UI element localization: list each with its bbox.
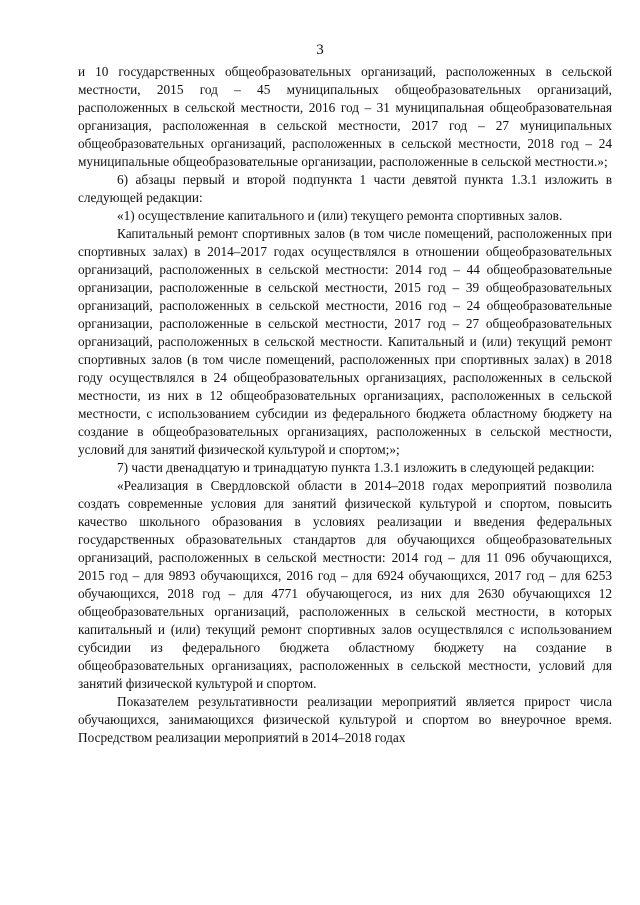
paragraph: Показателем результативности реализации мероприятий является прирост числа обучающихся, занимающихся физической культурой и спортом во внеурочное время. Посредством реализации мероприятий в 2014–2018 годах <box>78 694 612 745</box>
paragraph: 7) части двенадцатую и тринадцатую пункта 1.3.1 изложить в следующей редакции: <box>117 460 595 475</box>
page-number: 3 <box>316 42 324 58</box>
paragraph: «Реализация в Свердловской области в 2014–2018 годах мероприятий позволила создать современные условия для занятий физической культурой и спортом, повысить качество школьного образования в условиях реализации и введения федеральных государственных образовательных стандартов для обучающихся общеобразовательных организаций, расположенных в сельской местности: 2014 год – для 11 096 обучающихся, 2015 год – для 9893 обучающихся, 2016 год – для 6924 обучающихся, 2017 год – для 6253 обучающихся, 2018 год – для 4771 обучающегося, из них для 2630 обучающихся 12 общеобразовательных организаций, расположенных в сельской местности, в которых капитальный и (или) текущий ремонт спортивных залов осуществлялся с использованием субсидии из федерального бюджета областному бюджету на создание в общеобразовательных организациях, расположенных в сельской местности, условий для занятий физической культурой и спортом. <box>78 478 612 691</box>
paragraph: 6) абзацы первый и второй подпункта 1 части девятой пункта 1.3.1 изложить в следующей редакции: <box>78 172 612 205</box>
paragraph: и 10 государственных общеобразовательных организаций, расположенных в сельской местности, 2015 год – 45 муниципальных общеобразовательных организаций, расположенных в сельской местности, 2016 год – 31 муниципальная общеобразовательная организация, расположенная в сельской местности, 2017 год – 27 муниципальных общеобразовательных организаций, расположенных в сельской местности, 2018 год – 24 муниципальные общеобразовательные организации, расположенные в сельской местности.»; <box>78 64 612 169</box>
paragraph: «1) осуществление капитального и (или) текущего ремонта спортивных залов. <box>117 208 563 223</box>
document-body <box>78 63 612 747</box>
paragraph: Капитальный ремонт спортивных залов (в том числе помещений, расположенных при спортивных залах) в 2014–2017 годах осуществлялся в отношении общеобразовательных организаций, расположенных в сельской местности: 2014 год – 44 общеобразовательные организации, расположенные в сельской местности, 2015 год – 39 общеобразовательных организаций, расположенных в сельской местности, 2016 год – 24 общеобразовательные организации, расположенные в сельской местности, 2017 год – 27 общеобразовательных организаций, расположенных в сельской местности. Капитальный и (или) текущий ремонт спортивных залов (в том числе помещений, расположенных при спортивных залах) в 2018 году осуществлялся в 24 общеобразовательных организациях, расположенных в сельской местности, из них в 12 общеобразовательных организациях, расположенных в сельской местности, с использованием субсидии из федерального бюджета областному бюджету на создание в общеобразовательных организациях, расположенных в сельской местности, условий для занятий физической культурой и спортом;»; <box>78 226 612 457</box>
